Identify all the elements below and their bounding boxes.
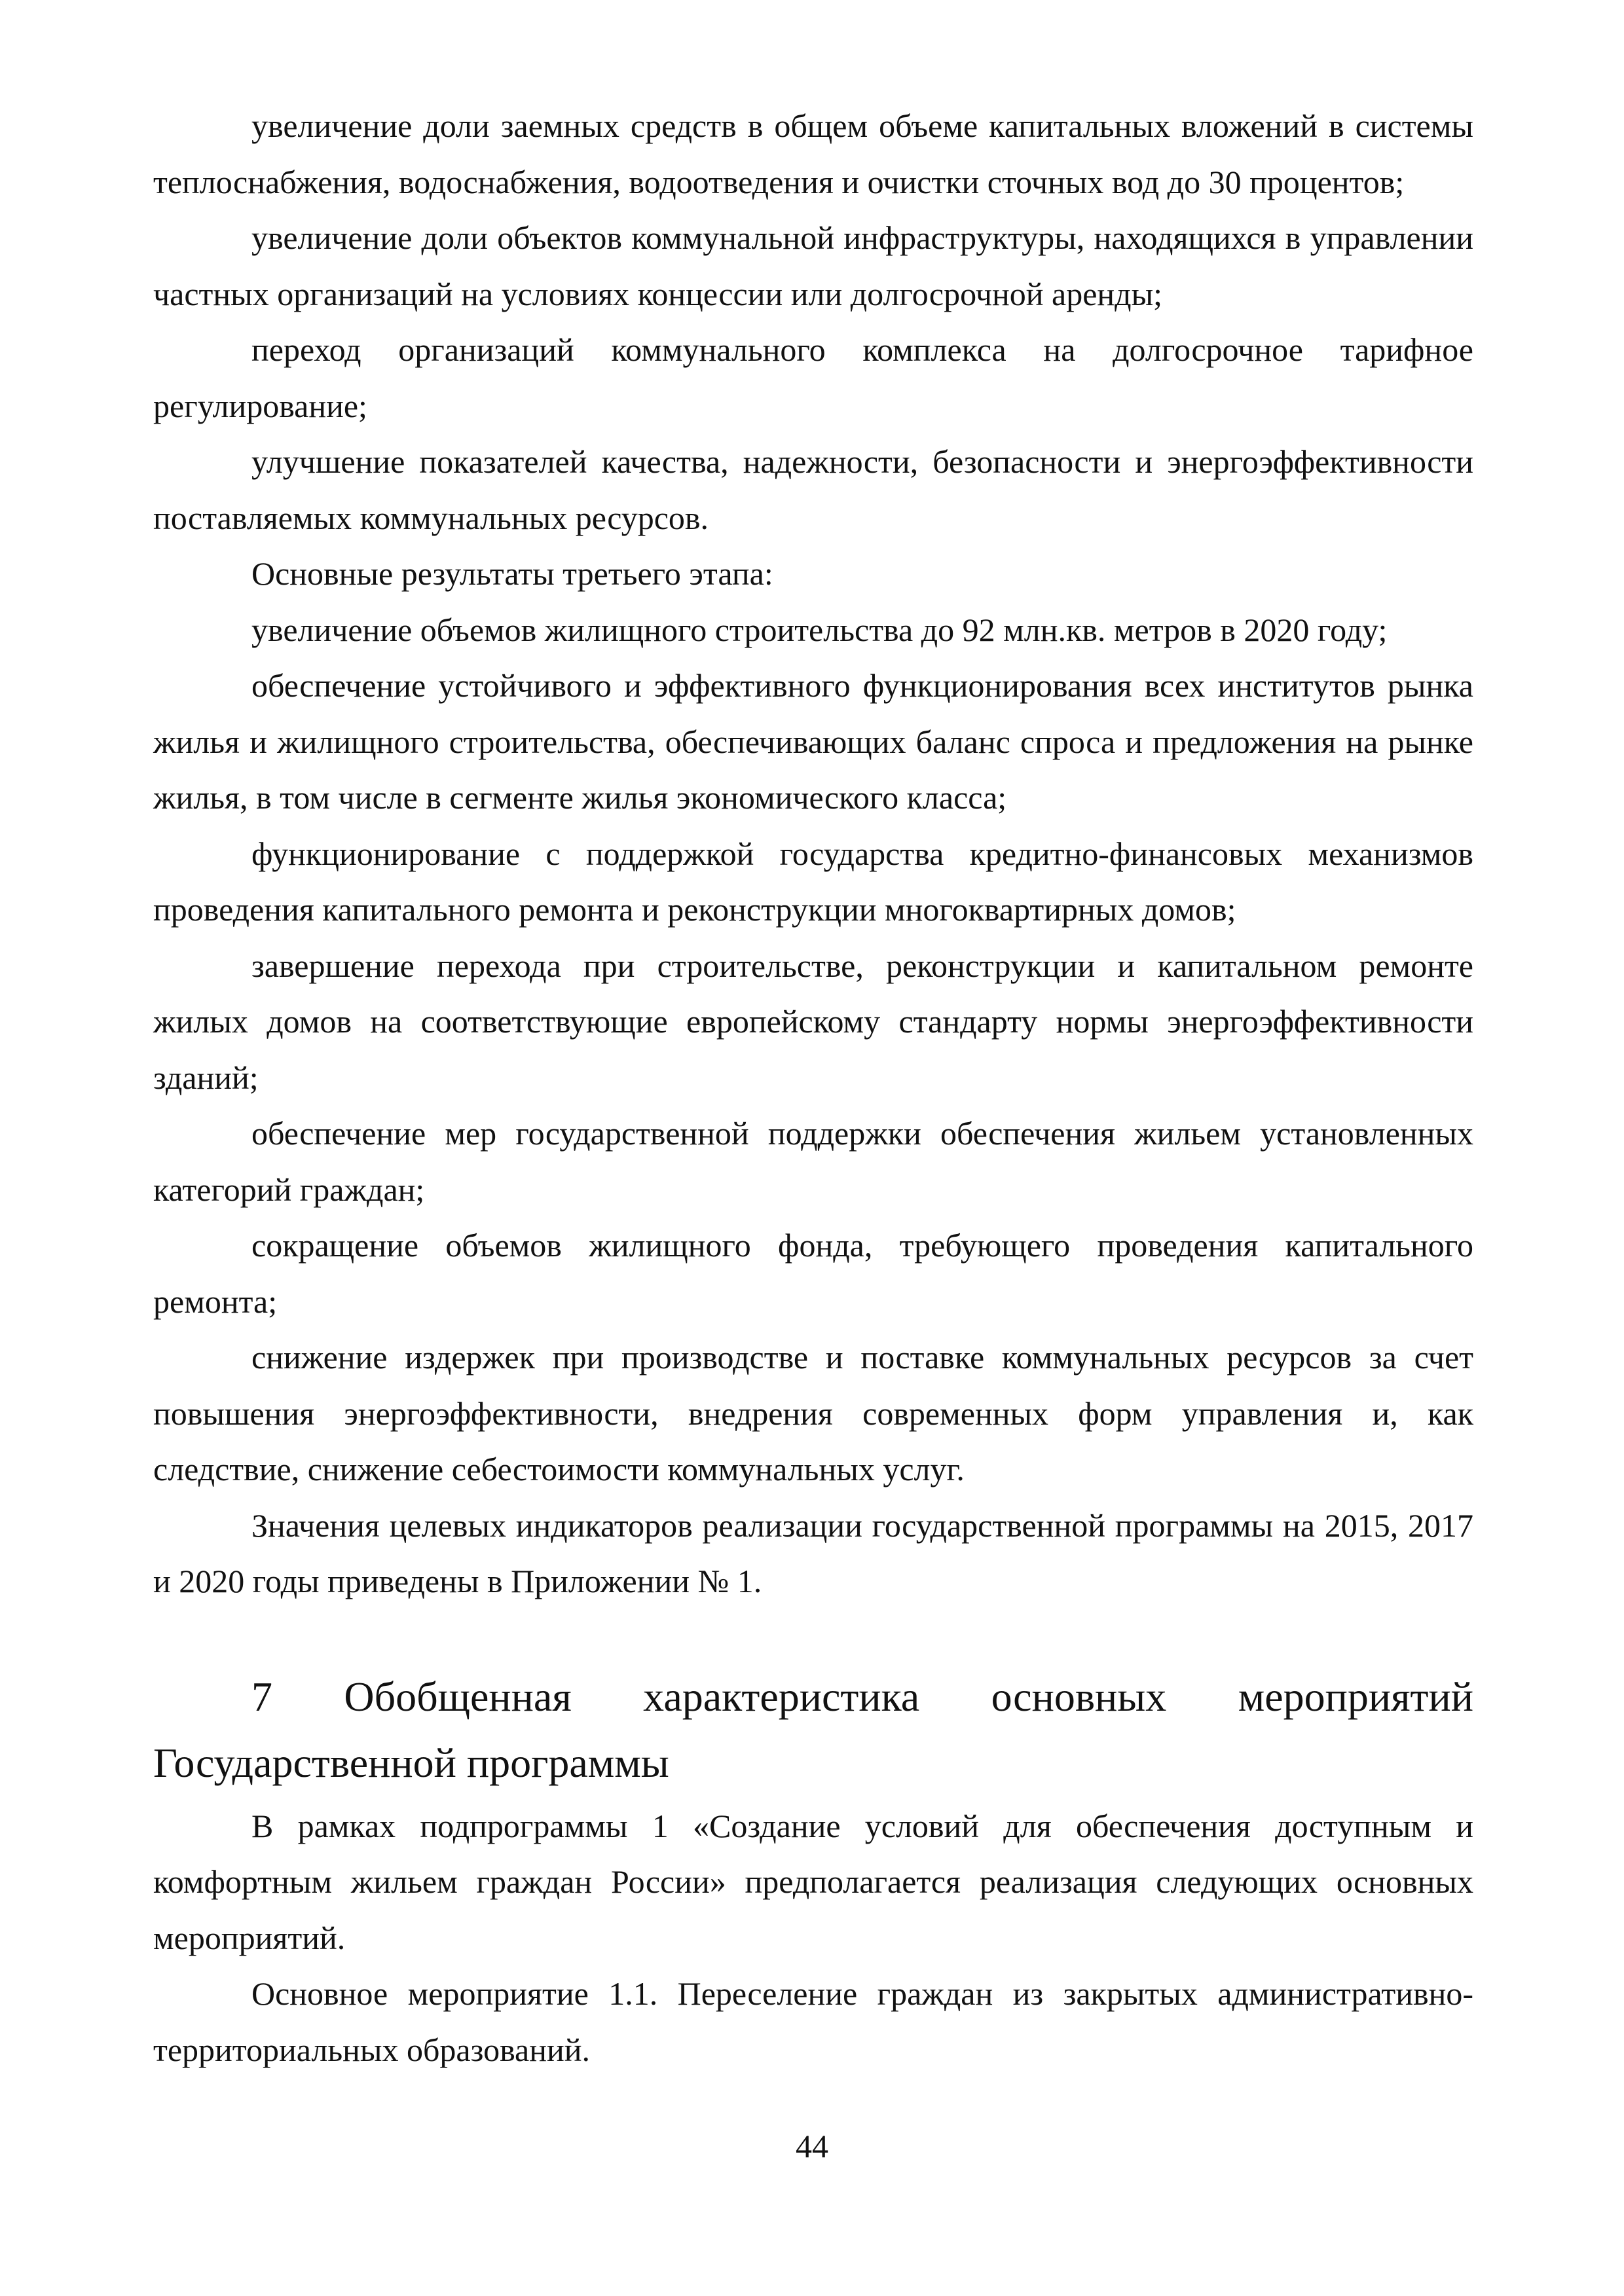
paragraph-housing-market-institutions: обеспечение устойчивого и эффективного функционирования всех институтов рынка жилья и жилищного строительства, обеспечивающих баланс спроса и предложения на рынке жилья, в том числе в сегменте жилья экономического класса; bbox=[153, 667, 1473, 816]
paragraph-housing-construction-volume: увеличение объемов жилищного строительства до 92 млн.кв. метров в 2020 году; bbox=[251, 611, 1388, 648]
paragraph-borrowed-funds-share: увеличение доли заемных средств в общем объеме капитальных вложений в системы теплоснабжения, водоснабжения, водоотведения и очистки сточных вод до 30 процентов; bbox=[153, 107, 1473, 200]
section-heading: 7 Обобщенная характеристика основных мероприятий Государственной программы bbox=[153, 1673, 1473, 1786]
paragraph-quality-improvement: улучшение показателей качества, надежности, безопасности и энергоэффективности поставляемых коммунальных ресурсов. bbox=[153, 443, 1473, 536]
paragraph-cost-reduction: снижение издержек при производстве и поставке коммунальных ресурсов за счет повышения энергоэффективности, внедрения современных форм управления и, как следствие, снижение себестоимости коммунальных услуг. bbox=[153, 1339, 1473, 1487]
paragraph-housing-stock-reduction: сокращение объемов жилищного фонда, требующего проведения капитального ремонта; bbox=[153, 1227, 1473, 1320]
paragraph-main-activity-1-1: Основное мероприятие 1.1. Переселение граждан из закрытых административно-территориальных образований. bbox=[153, 1975, 1473, 2068]
paragraph-long-term-tariff-regulation: переход организаций коммунального комплекса на долгосрочное тарифное регулирование; bbox=[153, 331, 1473, 424]
paragraph-state-support-measures: обеспечение мер государственной поддержки обеспечения жильем установленных категорий граждан; bbox=[153, 1115, 1473, 1208]
paragraph-credit-financial-mechanisms: функционирование с поддержкой государства кредитно-финансовых механизмов проведения капитального ремонта и реконструкции многоквартирных домов; bbox=[153, 835, 1473, 928]
paragraph-subprogram-1-intro: В рамках подпрограммы 1 «Создание условий для обеспечения доступным и комфортным жильем граждан России» предполагается реализация следующих основных мероприятий. bbox=[153, 1807, 1473, 1956]
paragraph-private-management-share: увеличение доли объектов коммунальной инфраструктуры, находящихся в управлении частных организаций на условиях концессии или долгосрочной аренды; bbox=[153, 219, 1473, 312]
page-number: 44 bbox=[796, 2128, 828, 2164]
paragraph-energy-efficiency-standards: завершение перехода при строительстве, реконструкции и капитальном ремонте жилых домов на соответствующие европейскому стандарту нормы энергоэффективности зданий; bbox=[153, 947, 1473, 1096]
paragraph-third-stage-results-intro: Основные результаты третьего этапа: bbox=[251, 555, 773, 592]
page-body bbox=[153, 98, 1473, 2078]
paragraph-target-indicators: Значения целевых индикаторов реализации государственной программы на 2015, 2017 и 2020 годы приведены в Приложении № 1. bbox=[153, 1506, 1473, 1599]
